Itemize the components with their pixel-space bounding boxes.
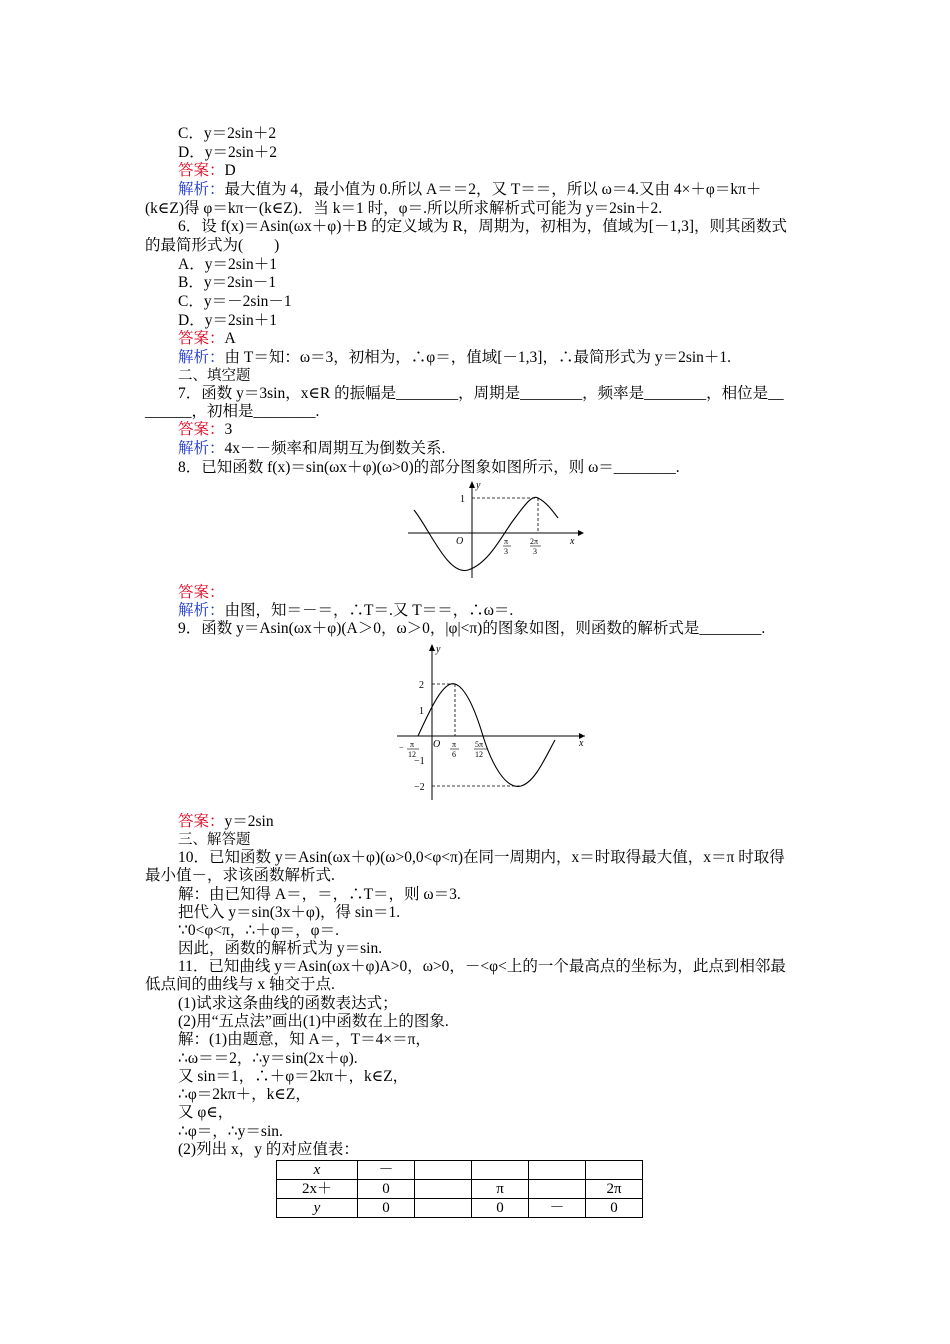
table-cell: 0 <box>358 1180 415 1199</box>
graph2-tick-b-num: π <box>452 740 457 749</box>
table-cell: y <box>277 1199 358 1218</box>
graph1-tick-2pi3-num: 2π <box>530 537 539 546</box>
answer-label: 答案： <box>178 421 225 438</box>
graph1-x-label: x <box>570 536 575 547</box>
graph2-tick-2: 2 <box>419 680 424 691</box>
graph2-tick-b-den: 6 <box>452 750 456 759</box>
table-cell: 2π <box>586 1180 643 1199</box>
table-cell <box>415 1161 472 1180</box>
line-text: D．y＝2sin＋1 <box>178 312 278 329</box>
text-line-29 <box>178 922 339 940</box>
line-text: A <box>224 330 236 347</box>
text-line-7 <box>145 237 279 255</box>
graph2-origin: O <box>433 739 441 750</box>
line-text: 最小值－，求该函数解析式. <box>145 867 335 884</box>
table-cell: 0 <box>586 1199 643 1218</box>
line-text: (2)列出 x，y 的对应值表： <box>178 1141 359 1158</box>
line-text: 3 <box>224 421 233 438</box>
line-text: 又 φ∈， <box>178 1104 234 1121</box>
text-line-16 <box>145 403 319 421</box>
text-line-15 <box>178 385 784 403</box>
line-text: 10．已知函数 y＝Asin(ωx＋φ)(ω>0,0<φ<π)在同一周期内，x＝时取得最大值，x＝π 时取得 <box>178 849 785 866</box>
line-text: (2)用“五点法”画出(1)中函数在上的图象. <box>178 1013 449 1030</box>
text-line-33 <box>178 995 398 1013</box>
text-line-26 <box>145 867 335 885</box>
graph2-y-label: y <box>436 644 441 655</box>
line-text: ∴ω＝＝2，∴y＝sin(2x＋φ). <box>178 1050 358 1067</box>
text-line-8 <box>178 256 277 274</box>
line-text: 把代入 y＝sin(3x＋φ)，得 sin＝1. <box>178 904 401 921</box>
text-line-36 <box>178 1050 358 1068</box>
text-line-21 <box>178 602 513 620</box>
text-line-3 <box>178 162 236 180</box>
text-line-39 <box>178 1104 233 1122</box>
text-line-30 <box>178 940 382 958</box>
line-text: 又 sin＝1，∴＋φ＝2kπ＋，k∈Z， <box>178 1068 409 1085</box>
line-text: 的最简形式为( ) <box>145 237 280 254</box>
text-line-5 <box>145 200 662 218</box>
answer-label: 答案： <box>178 330 225 347</box>
line-text: 解：(1)由题意，知 A＝，T＝4×＝π， <box>178 1031 431 1048</box>
line-text: 11．已知曲线 y＝Asin(ωx＋φ)A>0，ω>0，－<φ<上的一个最高点的坐标为，此点到相邻最 <box>178 958 786 975</box>
analysis-label: 解析： <box>178 181 225 198</box>
line-text: (k∈Z)得 φ＝kπ－(k∈Z)．当 k＝1 时，φ＝.所以所求解析式可能为 y＝2sin＋2. <box>145 200 663 217</box>
line-text: C．y＝2sin＋2 <box>178 125 277 142</box>
text-line-19 <box>178 459 680 477</box>
graph1-tick-pi3-num: π <box>504 537 509 546</box>
line-text: C．y＝－2sin－1 <box>178 293 292 310</box>
line-text: (1)试求这条曲线的函数表达式； <box>178 995 398 1012</box>
text-line-4 <box>178 181 761 199</box>
line-text: 最大值为 4，最小值为 0.所以 A＝＝2，又 T＝＝，所以 ω＝4.又由 4×＋φ＝kπ＋ <box>224 181 762 198</box>
text-line-22 <box>178 620 765 638</box>
line-text: 因此，函数的解析式为 y＝sin. <box>178 940 383 957</box>
answer-label: 答案： <box>178 813 225 830</box>
table-cell <box>415 1199 472 1218</box>
text-line-2 <box>178 144 277 162</box>
text-line-13 <box>178 349 731 367</box>
line-text: 三、解答题 <box>178 832 251 848</box>
line-text: 9．函数 y＝Asin(ωx＋φ)(A＞0，ω＞0，|φ|<π)的图象如图，则函数的解析式是________. <box>178 620 766 637</box>
table-row <box>277 1161 643 1180</box>
text-line-24 <box>178 831 251 849</box>
graph2-tick-m1: −1 <box>414 756 425 767</box>
graph2-tick-m2: −2 <box>414 782 425 793</box>
graph1-tick-1: 1 <box>460 494 465 505</box>
table-cell: x <box>277 1161 358 1180</box>
graph1-y-label: y <box>476 480 481 491</box>
text-line-32 <box>145 976 335 994</box>
line-text: ______，初相是________. <box>145 403 320 420</box>
graph2-tick-a-num: π <box>410 740 415 749</box>
line-text: B．y＝2sin－1 <box>178 274 277 291</box>
table-row <box>277 1199 643 1218</box>
text-line-41 <box>178 1141 359 1159</box>
text-line-27 <box>178 886 461 904</box>
line-text: D．y＝2sin＋2 <box>178 144 278 161</box>
line-text: 4x－－频率和周期互为倒数关系. <box>224 440 446 457</box>
line-text: ∴φ＝2kπ＋，k∈Z， <box>178 1086 311 1103</box>
text-line-11 <box>178 312 277 330</box>
table-cell <box>529 1180 586 1199</box>
analysis-label: 解析： <box>178 602 225 619</box>
line-text: 低点间的曲线与 x 轴交于点. <box>145 976 335 993</box>
text-line-20 <box>178 584 225 602</box>
graph2-x-label: x <box>579 738 584 749</box>
graph2-tick-1: 1 <box>419 706 424 717</box>
line-text: D <box>224 162 236 179</box>
text-line-35 <box>178 1031 431 1049</box>
line-text: 7．函数 y＝3sin，x∈R 的振幅是________，周期是________，频率是________，相位是__ <box>178 385 784 402</box>
text-line-28 <box>178 904 400 922</box>
text-line-1 <box>178 125 276 143</box>
answer-label: 答案： <box>178 584 225 601</box>
graph1-origin: O <box>456 536 464 547</box>
text-line-34 <box>178 1013 449 1031</box>
table-cell: 2x＋ <box>277 1180 358 1199</box>
text-line-10 <box>178 293 292 311</box>
text-line-9 <box>178 274 276 292</box>
text-line-40 <box>178 1123 283 1141</box>
line-text: 由图，知＝－＝，∴T＝.又 T＝＝，∴ω＝. <box>224 602 514 619</box>
text-line-25 <box>178 849 785 867</box>
text-line-6 <box>178 218 787 236</box>
text-line-14 <box>178 367 251 385</box>
analysis-label: 解析： <box>178 349 225 366</box>
answer-label: 答案： <box>178 162 225 179</box>
graph2-tick-c-den: 12 <box>475 750 483 759</box>
line-text: y＝2sin <box>224 813 274 830</box>
table-cell: 0 <box>472 1199 529 1218</box>
text-line-31 <box>178 958 786 976</box>
graph2-tick-a-den: 12 <box>408 750 416 759</box>
table-cell: π <box>472 1180 529 1199</box>
line-text: 由 T＝知：ω＝3，初相为，∴φ＝，值域[－1,3]，∴最简形式为 y＝2sin＋1. <box>224 349 732 366</box>
text-line-18 <box>178 440 445 458</box>
graph-problem-8 <box>400 478 590 583</box>
graph2-tick-a-sign: − <box>399 743 404 752</box>
line-text: 8．已知函数 f(x)＝sin(ωx＋φ)(ω>0)的部分图象如图所示，则 ω＝________. <box>178 459 680 476</box>
line-text: 二、填空题 <box>178 368 251 384</box>
line-text: A．y＝2sin＋1 <box>178 256 278 273</box>
graph1-tick-2pi3-den: 3 <box>533 547 537 556</box>
text-line-17 <box>178 421 232 439</box>
text-line-37 <box>178 1068 408 1086</box>
line-text: 解：由已知得 A＝，＝，∴T＝，则 ω＝3. <box>178 886 461 903</box>
table-cell: － <box>529 1199 586 1218</box>
graph1-tick-pi3-den: 3 <box>504 547 508 556</box>
analysis-label: 解析： <box>178 440 225 457</box>
table-cell: 0 <box>358 1199 415 1218</box>
table-row <box>277 1180 643 1199</box>
value-table <box>276 1160 643 1218</box>
line-text: ∵0<φ<π，∴＋φ＝，φ＝. <box>178 922 339 939</box>
table-cell <box>529 1161 586 1180</box>
table-cell <box>586 1161 643 1180</box>
text-line-12 <box>178 330 236 348</box>
graph2-tick-c-num: 5π <box>475 740 484 749</box>
table-cell: － <box>358 1161 415 1180</box>
table-cell <box>472 1161 529 1180</box>
graph-problem-9 <box>395 640 595 805</box>
table-cell <box>415 1180 472 1199</box>
text-line-38 <box>178 1086 311 1104</box>
line-text: ∴φ＝，∴y＝sin. <box>178 1123 283 1140</box>
line-text: 6．设 f(x)＝Asin(ωx＋φ)＋B 的定义域为 R，周期为，初相为，值域为[－1,3]，则其函数式 <box>178 218 787 235</box>
text-line-23 <box>178 813 274 831</box>
